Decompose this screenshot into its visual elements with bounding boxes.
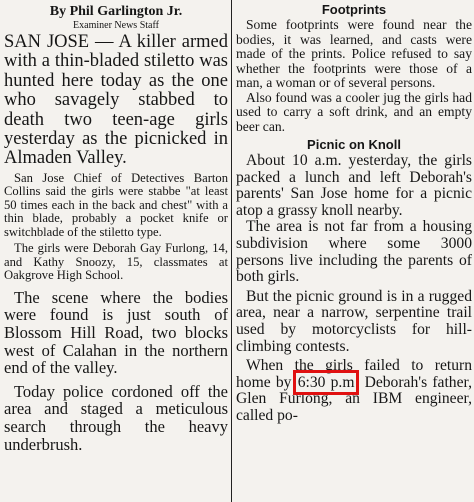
paragraph-area: The area is not far from a housing subdivision where some 3000 persons live including the parents of both girls.	[236, 218, 472, 286]
byline: By Phil Garlington Jr.	[49, 4, 183, 19]
paragraph-cooler-jug: Also found was a cooler jug the girls had used to carry a soft drink, and an empty beer can.	[236, 89, 472, 134]
highlighted-time: 6:30 p.m	[297, 373, 355, 391]
return-text-pre: When the girls failed to return home by	[236, 357, 472, 391]
staff-credit: Examiner News Staff	[73, 20, 159, 31]
left-column	[4, 2, 228, 500]
paragraph-rugged: But the picnic ground is in a rugged area, near a narrow, serpentine trail used by motorcyclists for hill-climbing contests.	[236, 287, 472, 355]
subhead-footprints: Footprints	[321, 2, 387, 17]
right-column	[236, 2, 472, 500]
paragraph-detectives: San Jose Chief of Detectives Barton Collins said the girls were stabbe "at least 50 times each in the back and chest" with a thin blade, probably a pocket knife or switchblade of the stiletto type.	[4, 170, 228, 239]
paragraph-search: Today police cordoned off the area and staged a meticulous search through the heavy underbrush.	[4, 381, 228, 454]
paragraph-return	[236, 358, 472, 424]
lead-paragraph: SAN JOSE — A killer armed with a thin-bladed stiletto was hunted here today as the one who savagely stabbed to death two teen-age girls yesterday as the picnicked in Almaden Valley.	[4, 32, 228, 169]
paragraph-footprints: Some footprints were found near the bodies, it was learned, and casts were made of the prints. Police refused to say whether the footprints were those of a man, a woman or of several persons.	[236, 17, 472, 90]
subhead-picnic: Picnic on Knoll	[307, 137, 401, 152]
paragraph-victims: The girls were Deborah Gay Furlong, 14, and Kathy Snoozy, 15, classmates at Oakgrove High School.	[4, 241, 228, 283]
paragraph-picnic: About 10 a.m. yesterday, the girls packed a lunch and left Deborah's parents' San Jose home for a picnic atop a grassy knoll nearby.	[236, 152, 472, 219]
column-rule	[231, 0, 232, 502]
paragraph-scene: The scene where the bodies were found is just south of Blossom Hill Road, two blocks west of Calahan in the northern end of the valley.	[4, 287, 228, 378]
return-text-post: . Deborah's father, Glen Furlong, an IBM engineer, called po-	[236, 373, 472, 424]
